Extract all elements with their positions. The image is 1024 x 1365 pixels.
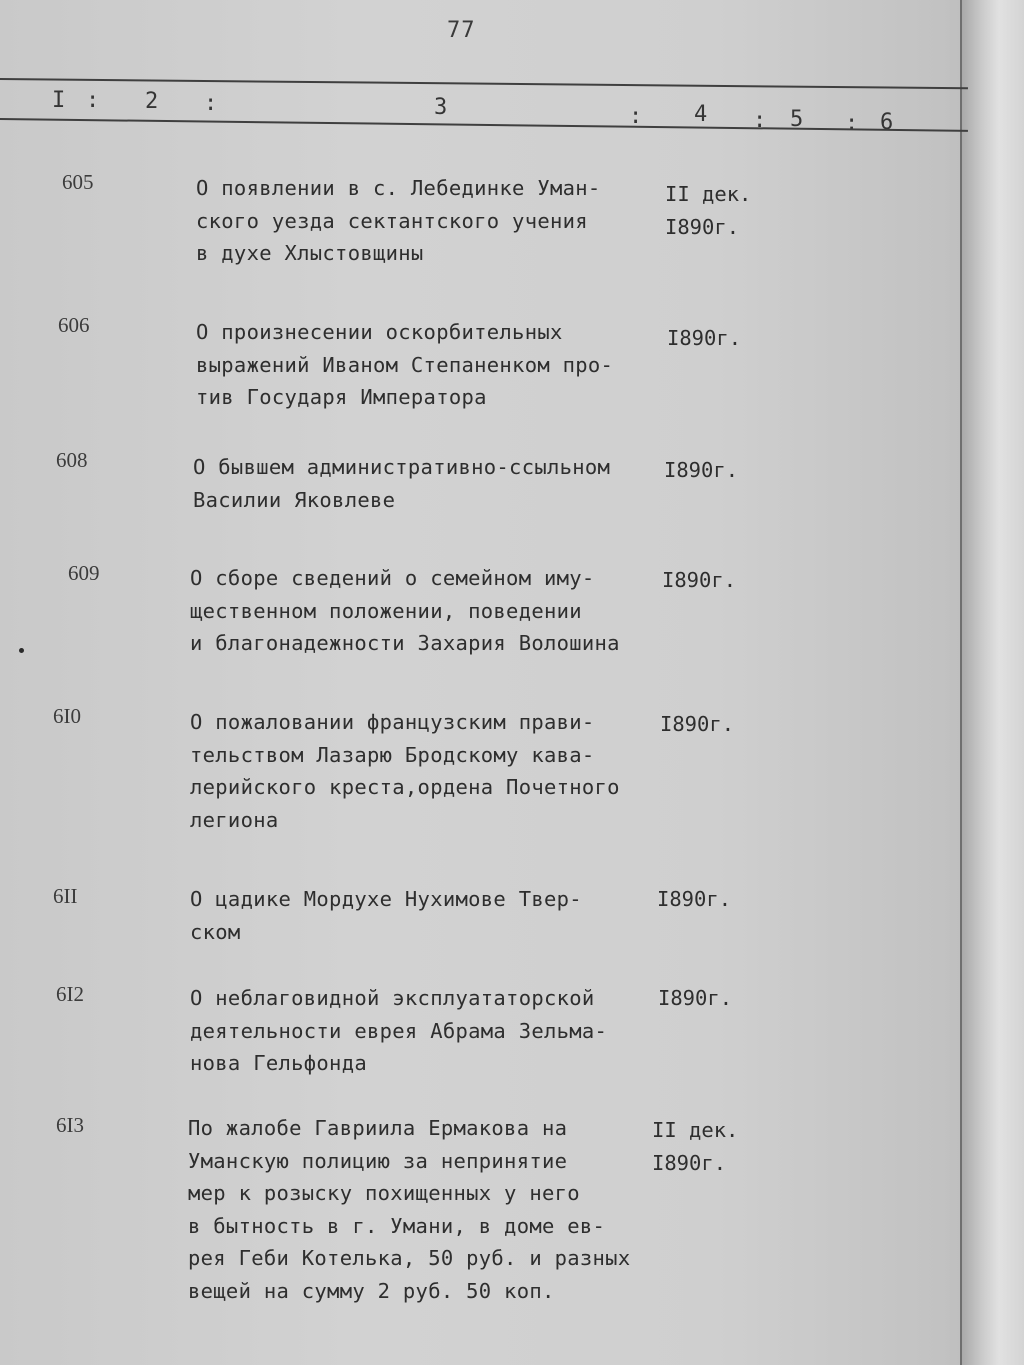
entry-date: I890г. <box>662 568 737 592</box>
entry-description: О неблаговидной эксплуататорской деятельности еврея Абрама Зельма- нова Гельфонда <box>190 986 608 1075</box>
entry-description: О произнесении оскорбительных выражений Иваном Степаненком про- тив Государя Императора <box>196 320 614 409</box>
column-separator: : <box>753 108 767 133</box>
entry-number: 605 <box>62 170 94 194</box>
header-rule-bottom <box>0 118 968 132</box>
column-header-1: I <box>52 88 66 113</box>
header-rule-top <box>0 78 968 89</box>
entry-description: О сборе сведений о семейном иму- щественном положении, поведении и благонадежности Захария Волошина <box>190 566 620 655</box>
entry-date: I890г. <box>660 712 735 736</box>
column-header-2: 2 <box>145 89 159 114</box>
entry-description: О бывшем административно-ссыльном Василии Яковлеве <box>193 455 611 512</box>
entry-number: 6I3 <box>56 1113 84 1137</box>
entry-date: I890г. <box>657 887 732 911</box>
column-separator: : <box>629 104 643 129</box>
entry-number: 6I0 <box>53 704 81 728</box>
column-separator: : <box>845 111 859 136</box>
column-separator: : <box>204 91 218 116</box>
entry-number: 609 <box>68 561 100 585</box>
column-separator: : <box>86 88 100 113</box>
entry-description: По жалобе Гавриила Ермакова на Уманскую полицию за непринятие мер к розыску похищенных у него в бытность в г. Умани, в доме ев- рея Геби Котелька, 50 руб. и разных вещей на сумму 2 руб. 50 коп. <box>188 1116 631 1303</box>
entry-number: 6II <box>53 884 78 908</box>
entry-date: II дек. I890г. <box>652 1118 739 1175</box>
column-header-5: 5 <box>790 107 804 132</box>
entry-number: 6I2 <box>56 982 84 1006</box>
entry-date: I890г. <box>658 986 733 1010</box>
ink-spot <box>19 648 24 653</box>
column-header-6: 6 <box>880 110 894 135</box>
entry-date: I890г. <box>667 326 742 350</box>
entry-description: О цадике Мордухе Нухимове Твер- ском <box>190 887 582 944</box>
entry-description: О появлении в с. Лебединке Уман- ского уезда сектантского учения в духе Хлыстовщины <box>196 176 601 265</box>
column-header-3: 3 <box>434 95 448 120</box>
entry-date: II дек. I890г. <box>665 182 752 239</box>
entry-number: 606 <box>58 313 90 337</box>
entry-date: I890г. <box>664 458 739 482</box>
entry-description: О пожаловании французским прави- тельством Лазарю Бродскому кава- лерийского креста,ордена Почетного легиона <box>190 710 620 832</box>
page-number: 77 <box>447 18 476 43</box>
entry-number: 608 <box>56 448 88 472</box>
column-header-4: 4 <box>694 102 708 127</box>
page-edge-shadow <box>960 0 1024 1365</box>
